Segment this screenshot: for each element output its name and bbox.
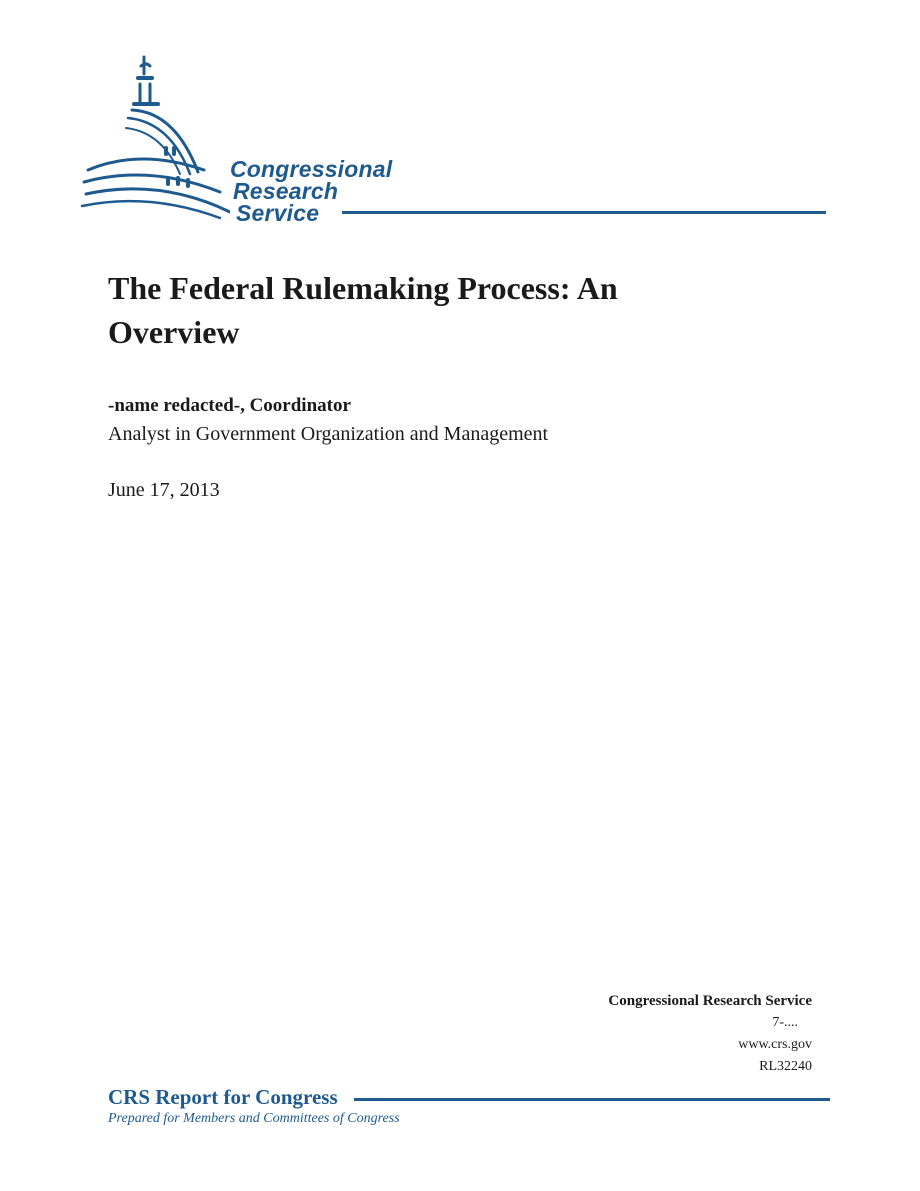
footer-title: CRS Report for Congress — [108, 1085, 338, 1109]
author-name: -name redacted-, Coordinator — [108, 395, 351, 416]
document-title: The Federal Rulemaking Process: An Overview — [108, 270, 618, 350]
info-report-id: RL32240 — [759, 1059, 812, 1074]
footer-subtitle: Prepared for Members and Committees of Congress — [108, 1111, 400, 1126]
crs-logo — [80, 52, 840, 227]
logo-word-congressional: Congressional — [230, 156, 393, 182]
logo-word-research: Research — [233, 178, 339, 204]
footer-rule — [354, 1098, 830, 1101]
logo-word-service: Service — [236, 200, 320, 226]
capitol-dome-icon — [80, 52, 230, 222]
document-date: June 17, 2013 — [108, 479, 220, 501]
logo-rule — [342, 211, 826, 214]
info-number: 7-.... — [772, 1015, 798, 1030]
report-info — [608, 990, 812, 1078]
info-organization: Congressional Research Service — [608, 993, 812, 1009]
info-website[interactable]: www.crs.gov — [738, 1037, 812, 1052]
author-title: Analyst in Government Organization and Management — [108, 423, 549, 445]
